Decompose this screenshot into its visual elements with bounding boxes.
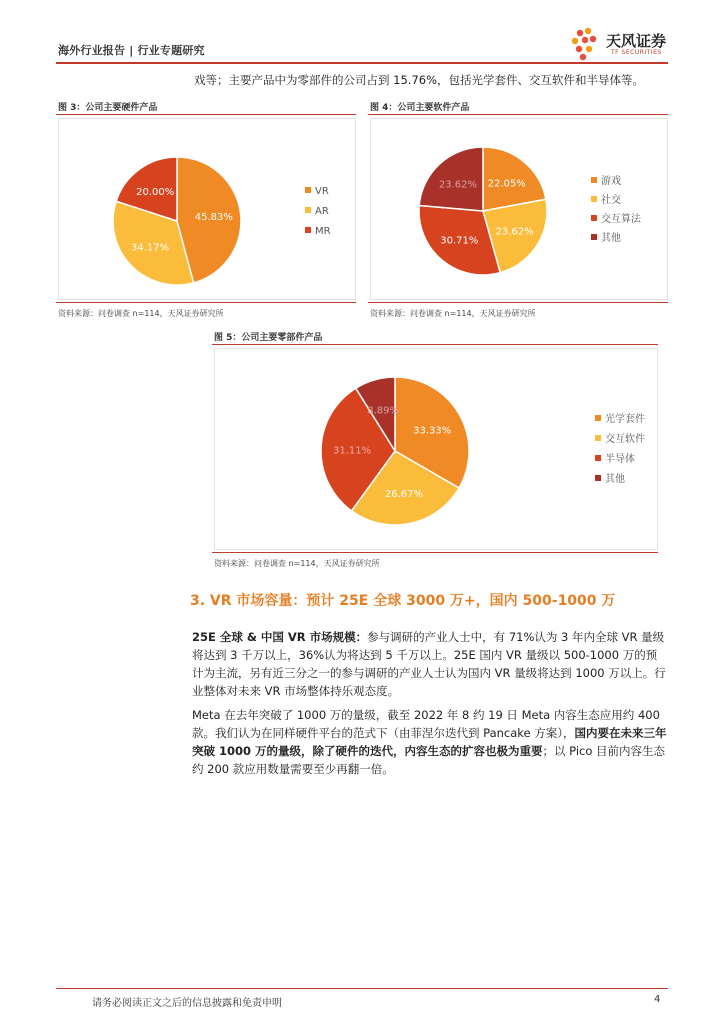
fig4-legend-label-3: 其他 — [601, 233, 621, 244]
fig5-data-label-2: 31.11% — [333, 445, 372, 457]
fig4-data-label-1: 23.62% — [495, 226, 534, 238]
fig4-title-rule — [368, 114, 668, 115]
fig5-data-label-3: 8.89% — [367, 405, 400, 417]
fig3-data-label-1: 34.17% — [131, 242, 170, 254]
fig3-legend-swatch-1 — [305, 207, 311, 213]
fig4-legend-swatch-3 — [591, 234, 597, 240]
fig5-source-rule — [212, 552, 658, 553]
fig5-legend-label-3: 其他 — [605, 474, 625, 485]
fig5-data-label-1: 26.67% — [384, 488, 423, 500]
fig4-data-label-2: 30.71% — [440, 235, 479, 247]
fig5-title: 图 5：公司主要零部件产品 — [214, 333, 323, 343]
paragraph-lead: 25E 全球 & 中国 VR 市场规模： — [192, 630, 368, 644]
fig3-source-rule — [56, 302, 356, 303]
logo-subtext: TF SECURITIES — [611, 49, 662, 56]
fig5-legend-swatch-0 — [595, 415, 601, 421]
fig3-title-rule — [56, 114, 356, 115]
fig5-title-rule — [212, 344, 658, 345]
fig4-pie-chart — [371, 119, 667, 299]
page-number: 4 — [654, 994, 661, 1005]
fig3-legend-label-1: AR — [315, 206, 329, 217]
footer-divider — [56, 988, 668, 989]
fig5-source: 资料来源：问卷调查 n=114，天风证券研究所 — [214, 559, 380, 568]
fig3-pie-chart — [59, 119, 355, 299]
fig3-legend-label-0: VR — [315, 186, 329, 197]
paragraph-part-a: Meta 在去年突破了 1000 万的量级，截至 2022 年 8 约 19 日 Meta 内容生态应用约 400 款。我们认为在同样硬件平台的范式下（由菲涅尔迭代到 Pancake 方案）， — [192, 708, 660, 740]
fig3-title: 图 3：公司主要硬件产品 — [58, 103, 158, 113]
fig5-chart-box — [214, 348, 658, 550]
fig4-legend-swatch-0 — [591, 177, 597, 183]
paragraph-part-c: ；以 Pico 目前内容生态约 200 款应用数量需要至少再翻一倍。 — [192, 744, 666, 776]
logo-text: 天风证券 — [606, 32, 667, 50]
fig4-chart-box — [370, 118, 668, 300]
paragraph-body: 参与调研的产业人士中，有 71%认为 3 年内全球 VR 量级将达到 3 千万以上，36%认为将达到 5 千万以上。25E 国内 VR 量级以 500-1000 万的预计为主流，另有近三分之一的参与调研的产业人士认为国内 VR 量级将达到 1000 万以上。行业整体对未来 VR 市场整体持乐观态度。 — [192, 630, 666, 698]
fig4-source-rule — [368, 302, 668, 303]
fig4-legend-swatch-1 — [591, 196, 597, 202]
fig3-legend-swatch-0 — [305, 187, 311, 193]
section-heading: 3. VR 市场容量：预计 25E 全球 3000 万+，国内 500-1000 万 — [190, 593, 616, 609]
fig3-legend-swatch-2 — [305, 227, 311, 233]
fig4-legend-label-0: 游戏 — [601, 176, 621, 187]
fig5-legend-swatch-1 — [595, 435, 601, 441]
fig4-data-label-0: 22.05% — [487, 178, 526, 190]
paragraph-content-ecosystem — [192, 706, 668, 778]
fig3-data-label-2: 20.00% — [136, 186, 175, 198]
fig4-legend-label-2: 交互算法 — [601, 214, 641, 225]
fig3-source: 资料来源：问卷调查 n=114，天风证券研究所 — [58, 309, 224, 318]
intro-text: 戏等；主要产品中为零部件的公司占到 15.76%，包括光学套件、交互软件和半导体等。 — [194, 73, 645, 87]
fig4-source: 资料来源：问卷调查 n=114，天风证券研究所 — [370, 309, 536, 318]
footer-disclaimer: 请务必阅读正文之后的信息披露和免责申明 — [92, 998, 282, 1009]
fig4-legend-label-1: 社交 — [601, 195, 621, 206]
fig5-legend-label-0: 光学套件 — [605, 414, 645, 425]
paragraph-emphasis: 国内要在未来三年突破 1000 万的量级，除了硬件的迭代，内容生态的扩容也极为重要 — [192, 726, 667, 758]
report-breadcrumb: 海外行业报告 | 行业专题研究 — [58, 44, 205, 57]
fig5-legend-label-2: 半导体 — [605, 454, 635, 465]
fig4-legend-swatch-2 — [591, 215, 597, 221]
fig4-title: 图 4：公司主要软件产品 — [370, 103, 470, 113]
fig5-legend-label-1: 交互软件 — [605, 434, 645, 445]
paragraph-market-size — [192, 628, 668, 700]
fig3-chart-box — [58, 118, 356, 300]
fig3-legend-label-2: MR — [315, 226, 331, 237]
fig5-data-label-0: 33.33% — [413, 425, 452, 437]
fig5-legend-swatch-2 — [595, 455, 601, 461]
fig5-pie-chart — [215, 349, 657, 549]
fig4-data-label-3: 23.62% — [438, 179, 477, 191]
fig3-data-label-0: 45.83% — [194, 212, 233, 224]
fig5-legend-swatch-3 — [595, 475, 601, 481]
